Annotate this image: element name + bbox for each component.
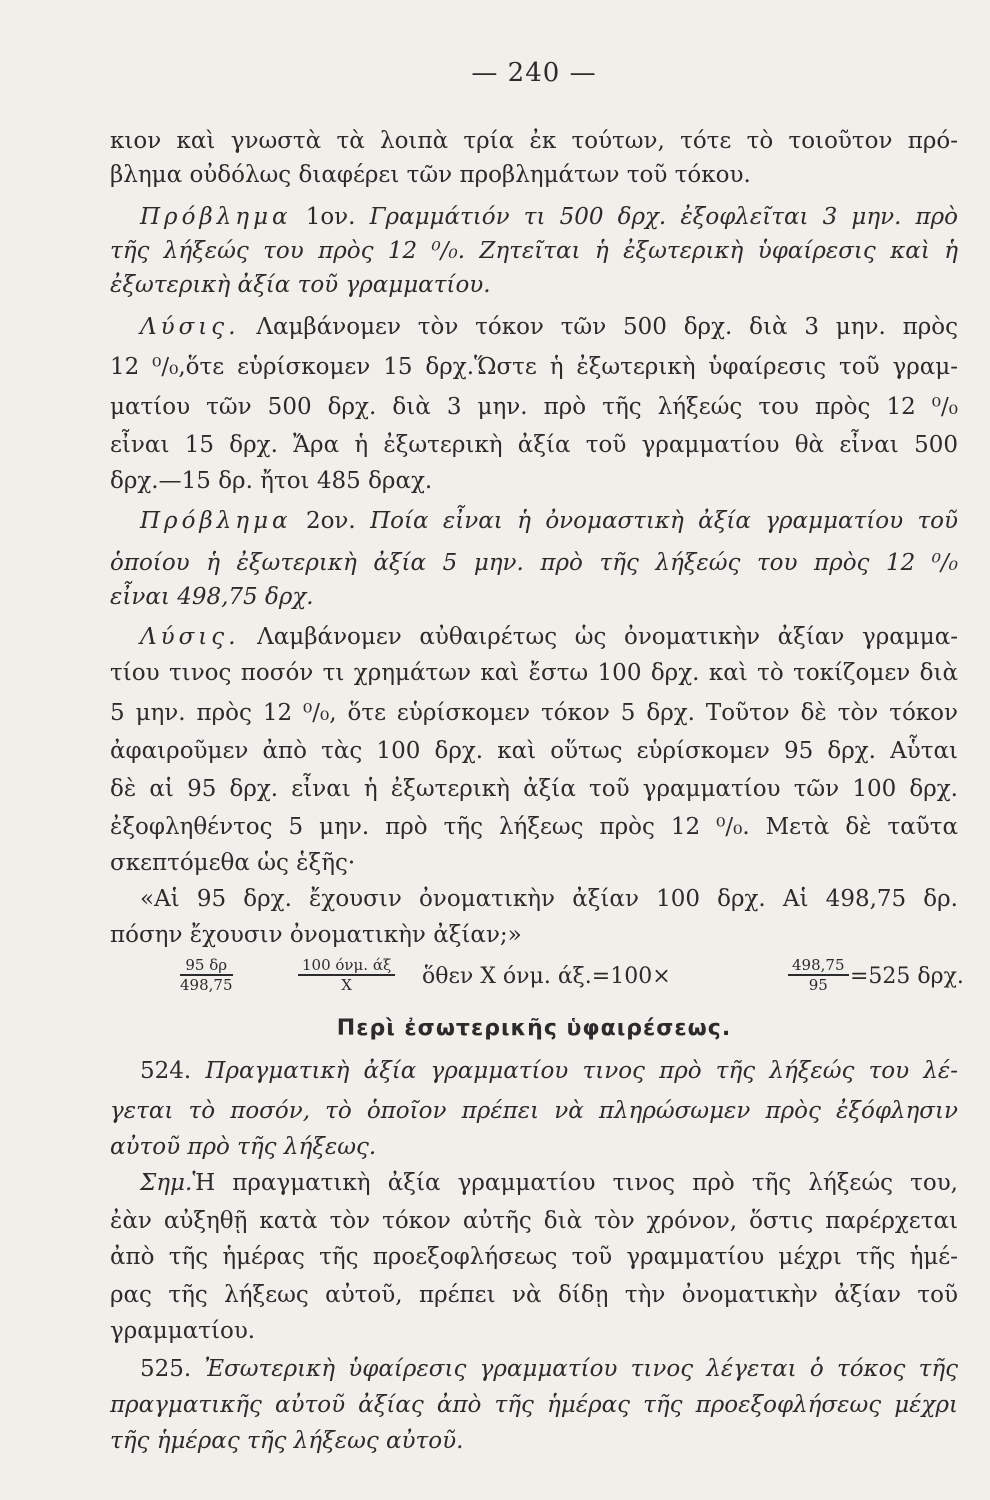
- paragraph-text: Ἐσωτερικὴ ὑφαίρεσις γραμματίου τινος λέγεται ὁ τόκος τῆς: [204, 1356, 958, 1382]
- solution-text: Λαμβάνομεν τὸν τόκον τῶν 500 δρχ. διὰ 3 μην. πρὸς: [256, 314, 959, 340]
- text-line: γραμματίου.: [110, 1318, 256, 1344]
- section-heading: Περὶ ἐσωτερικῆς ὑφαιρέσεως.: [336, 1016, 732, 1041]
- text-line: ὁποίου ἡ ἐξωτερικὴ ἀξία 5 μην. πρὸ τῆς λήξεώς του πρὸς 12 ⁰/₀: [110, 550, 958, 576]
- text-line: σκεπτόμεθα ὡς ἑξῆς·: [110, 850, 356, 876]
- text-line: ἐξωτερικὴ ἀξία τοῦ γραμματίου.: [110, 272, 491, 298]
- solution-1-line: [110, 310, 958, 344]
- page-number: — 240 —: [471, 58, 597, 88]
- paragraph-text: Πραγματικὴ ἀξία γραμματίου τινος πρὸ τῆς λήξεώς του λέ-: [205, 1058, 959, 1084]
- text-line: 12 ⁰/₀,ὅτε εὑρίσκομεν 15 δρχ.Ὥστε ἡ ἐξωτερικὴ ὑφαίρεσις τοῦ γραμ-: [110, 354, 958, 380]
- paragraph-number: 525.: [140, 1356, 192, 1382]
- solution-text: Λαμβάνομεν αὐθαιρέτως ὡς ὀνοματικὴν ἀξίαν γραμμα-: [257, 624, 959, 650]
- text-line: πραγματικῆς αὐτοῦ ἀξίας ἀπὸ τῆς ἡμέρας τῆς προεξοφλήσεως μέχρι: [110, 1392, 958, 1418]
- text-line: ἐὰν αὐξηθῇ κατὰ τὸν τόκον αὐτῆς διὰ τὸν χρόνον, ὅστις παρέρχεται: [110, 1208, 958, 1234]
- text-line: γεται τὸ ποσόν, τὸ ὁποῖον πρέπει νὰ πληρώσωμεν πρὸς ἐξόφλησιν: [110, 1098, 958, 1124]
- text-line: δὲ αἱ 95 δρχ. εἶναι ἡ ἐξωτερικὴ ἀξία τοῦ γραμματίου τῶν 100 δρχ.: [110, 776, 958, 802]
- text-line: αὐτοῦ πρὸ τῆς λήξεως.: [110, 1134, 377, 1160]
- text-line: «Αἱ 95 δρχ. ἔχουσιν ὀνοματικὴν ἀξίαν 100 δρχ. Αἱ 498,75 δρ.: [140, 886, 958, 912]
- problem-number: 2ον.: [305, 508, 356, 534]
- problem-label: Πρόβλημα: [140, 508, 292, 534]
- problem-2-line: [110, 504, 958, 538]
- fraction: $\frac{95 \delta\rho}{498,75}$: [180, 956, 233, 994]
- text-line: τῆς ἡμέρας τῆς λήξεως αὐτοῦ.: [110, 1428, 464, 1454]
- text-line: τίου τινος ποσόν τι χρημάτων καὶ ἔστω 100 δρχ. καὶ τὸ τοκίζομεν διὰ: [110, 660, 958, 686]
- problem-text: Ποία εἶναι ἡ ὀνομαστικὴ ἀξία γραμματίου τοῦ: [370, 508, 958, 534]
- fraction: $\frac{498,75}{95}$: [788, 956, 849, 994]
- text-line: τῆς λήξεώς του πρὸς 12 ⁰/₀. Ζητεῖται ἡ ἐξωτερικὴ ὑφαίρεσις καὶ ἡ: [110, 238, 958, 264]
- proportion-equation: [170, 952, 970, 1008]
- problem-text: Γραμμάτιόν τι 500 δρχ. ἐξοφλεῖται 3 μην. πρὸ: [369, 204, 959, 230]
- equation-text: ὅθεν X όνμ. άξ.=100×: [422, 964, 671, 989]
- problem-1-line: [110, 200, 958, 234]
- text-line: ἀφαιροῦμεν ἀπὸ τὰς 100 δρχ. καὶ οὕτως εὑρίσκομεν 95 δρχ. Αὗται: [110, 738, 958, 764]
- text-line: ματίου τῶν 500 δρχ. διὰ 3 μην. πρὸ τῆς λήξεώς του πρὸς 12 ⁰/₀: [110, 394, 958, 420]
- solution-label: Λύσις.: [140, 624, 240, 650]
- note-text: Ἡ πραγματικὴ ἀξία γραμματίου τινος πρὸ τῆς λήξεώς του,: [192, 1170, 958, 1196]
- text-line: δρχ.—15 δρ. ἤτοι 485 δραχ.: [110, 468, 433, 494]
- solution-label: Λύσις.: [140, 314, 240, 340]
- problem-number: 1ον.: [305, 204, 356, 230]
- note-label: Σημ.: [140, 1170, 193, 1196]
- paragraph-number: 524.: [140, 1058, 192, 1084]
- text-line: κιον καὶ γνωστὰ τὰ λοιπὰ τρία ἐκ τούτων, τότε τὸ τοιοῦτον πρό-: [110, 128, 958, 154]
- text-line: 5 μην. πρὸς 12 ⁰/₀, ὅτε εὑρίσκομεν τόκον 5 δρχ. Τοῦτον δὲ τὸν τόκον: [110, 700, 958, 726]
- note-line: [110, 1166, 958, 1200]
- text-line: ἀπὸ τῆς ἡμέρας τῆς προεξοφλήσεως τοῦ γραμματίου μέχρι τῆς ἡμέ-: [110, 1244, 958, 1270]
- solution-2-line: [110, 620, 958, 654]
- text-line: εἶναι 498,75 δρχ.: [110, 584, 314, 610]
- paragraph-525-line: [110, 1352, 958, 1386]
- paragraph-524-line: [110, 1054, 958, 1088]
- equation-result: =525 δρχ.: [850, 964, 964, 989]
- text-line: πόσην ἔχουσιν ὀνοματικὴν ἀξίαν;»: [110, 922, 522, 948]
- text-line: βλημα οὐδόλως διαφέρει τῶν προβλημάτων τοῦ τόκου.: [110, 162, 751, 188]
- text-line: εἶναι 15 δρχ. Ἄρα ἡ ἐξωτερικὴ ἀξία τοῦ γραμματίου θὰ εἶναι 500: [110, 432, 958, 458]
- problem-label: Πρόβλημα: [140, 204, 292, 230]
- text-line: ρας τῆς λήξεως αὐτοῦ, πρέπει νὰ δίδῃ τὴν ὀνοματικὴν ἀξίαν τοῦ: [110, 1282, 958, 1308]
- fraction: 100 όνμ. άξ X: [298, 956, 395, 994]
- text-line: ἐξοφληθέντος 5 μην. πρὸ τῆς λήξεως πρὸς 12 ⁰/₀. Μετὰ δὲ ταῦτα: [110, 814, 958, 840]
